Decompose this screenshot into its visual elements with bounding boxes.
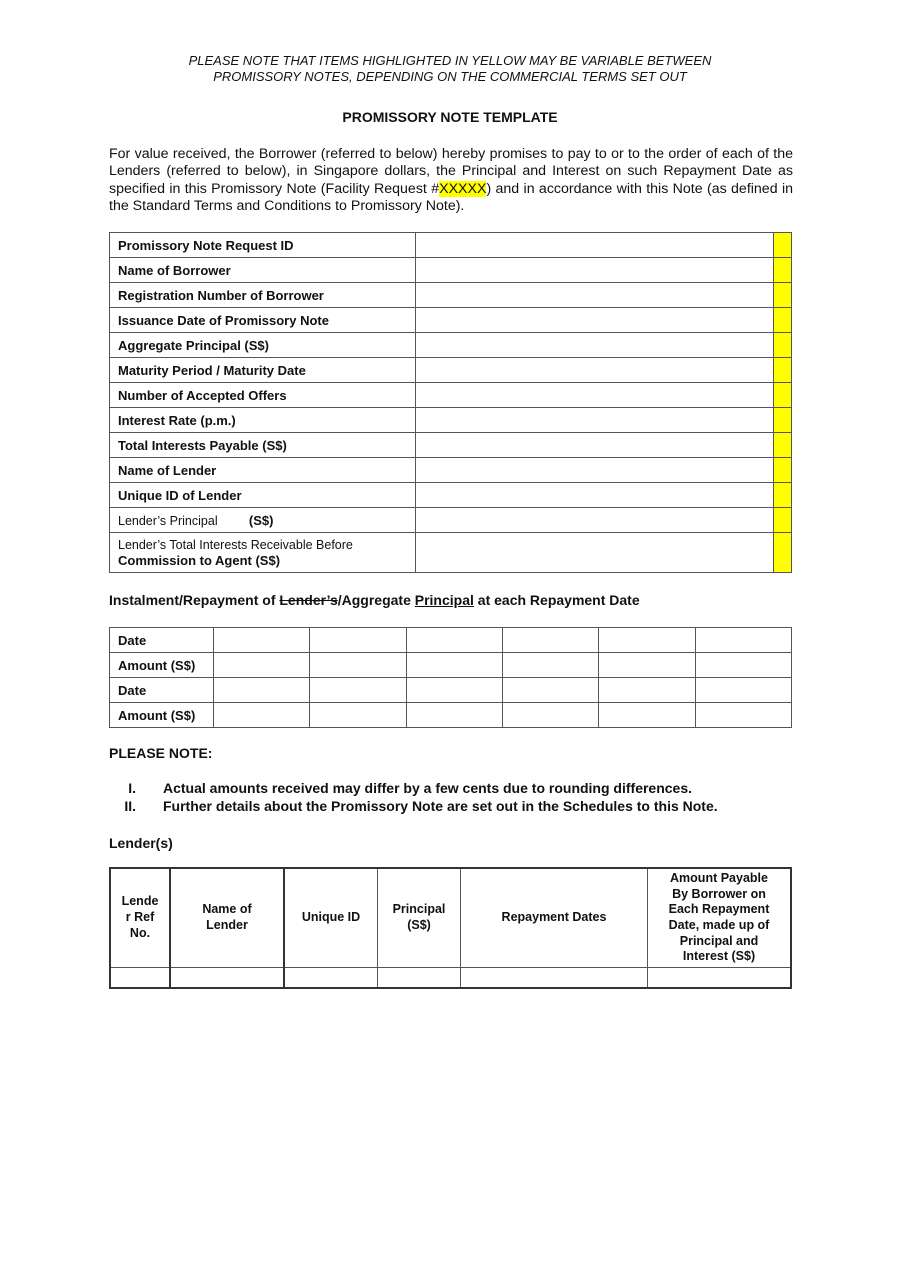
details-label: Promissory Note Request ID xyxy=(110,233,416,258)
lenders-empty-row xyxy=(110,968,791,989)
instalment-cell[interactable] xyxy=(695,628,791,653)
instalment-cell[interactable] xyxy=(502,703,598,728)
lender-interest-line-2: Commission to Agent (S$) xyxy=(118,552,281,568)
variable-highlight-cell xyxy=(774,283,792,308)
instalment-cell[interactable] xyxy=(695,653,791,678)
header-text: Interest (S$) xyxy=(682,949,756,964)
details-label: Name of Borrower xyxy=(110,258,416,283)
instalment-cell[interactable] xyxy=(599,678,695,703)
instalment-cell[interactable] xyxy=(599,628,695,653)
intro-text-after: ) and in accordance with this Note (as defined in the Standard Terms and Conditions to Promissory Note). xyxy=(109,180,793,214)
variable-highlight-cell xyxy=(774,433,792,458)
details-row-lender-principal xyxy=(110,508,792,533)
details-row xyxy=(110,458,792,483)
list-item-number: I. xyxy=(128,780,136,796)
header-text: Unique ID xyxy=(301,910,361,925)
instalment-cell[interactable] xyxy=(406,628,502,653)
instalment-heading-part-2: /Aggregate xyxy=(337,592,415,608)
variable-items-note xyxy=(0,53,900,85)
variable-highlight-cell xyxy=(774,258,792,283)
list-item-text: Further details about the Promissory Note are set out in the Schedules to this Note. xyxy=(163,798,718,814)
instalment-cell[interactable] xyxy=(695,678,791,703)
note-line-2: PROMISSORY NOTES, DEPENDING ON THE COMMERCIAL TERMS SET OUT xyxy=(213,69,687,84)
variable-highlight-cell xyxy=(774,458,792,483)
lender-principal-unit: (S$) xyxy=(248,512,274,528)
details-value-cell[interactable] xyxy=(416,258,774,283)
lenders-cell[interactable] xyxy=(378,968,461,989)
list-item xyxy=(0,798,900,816)
lenders-header-row xyxy=(110,868,791,968)
instalment-heading-part-3: at each Repayment Date xyxy=(473,592,640,608)
instalment-cell[interactable] xyxy=(214,653,310,678)
lender-interest-line-1: Lender’s Total Interests Receivable Before xyxy=(118,537,353,552)
variable-highlight-cell xyxy=(774,483,792,508)
intro-text-before: For value received, the Borrower (referred to below) hereby promises to pay to or to the order of each of the Lenders (referred to below), in Singapore dollars, the Principal and Interest on such Repayment Date as specified in this Promissory Note (Facility Request # xyxy=(109,146,793,197)
details-row xyxy=(110,233,792,258)
instalment-cell[interactable] xyxy=(310,678,406,703)
header-unique-id xyxy=(284,868,378,968)
details-row xyxy=(110,358,792,383)
variable-highlight-cell xyxy=(774,358,792,383)
details-value-cell[interactable] xyxy=(416,433,774,458)
details-value-cell[interactable] xyxy=(416,458,774,483)
variable-highlight-cell xyxy=(774,383,792,408)
header-principal xyxy=(378,868,461,968)
details-value-cell[interactable] xyxy=(416,383,774,408)
header-text: Principal xyxy=(392,902,446,917)
header-text: Name of xyxy=(202,902,252,917)
variable-highlight-cell xyxy=(774,333,792,358)
lenders-table xyxy=(109,867,792,989)
details-value-cell[interactable] xyxy=(416,308,774,333)
lenders-cell[interactable] xyxy=(284,968,378,989)
instalment-cell[interactable] xyxy=(502,628,598,653)
header-text: By Borrower on xyxy=(672,886,766,901)
details-label: Interest Rate (p.m.) xyxy=(110,408,416,433)
lenders-cell[interactable] xyxy=(110,968,170,989)
instalment-cell[interactable] xyxy=(214,628,310,653)
list-item xyxy=(0,780,900,798)
instalment-cell[interactable] xyxy=(502,653,598,678)
lender-principal-label: Lender’s Principal xyxy=(118,513,218,528)
instalment-cell[interactable] xyxy=(310,653,406,678)
instalment-cell[interactable] xyxy=(502,678,598,703)
details-label: Number of Accepted Offers xyxy=(110,383,416,408)
header-text: Repayment Dates xyxy=(501,910,607,925)
details-row xyxy=(110,383,792,408)
instalment-table xyxy=(109,627,792,728)
instalment-row xyxy=(110,653,792,678)
details-value-cell[interactable] xyxy=(416,358,774,383)
details-value-cell[interactable] xyxy=(416,483,774,508)
instalment-cell[interactable] xyxy=(599,653,695,678)
details-value-cell[interactable] xyxy=(416,233,774,258)
details-value-cell[interactable] xyxy=(416,333,774,358)
variable-highlight-cell xyxy=(774,308,792,333)
instalment-heading xyxy=(109,592,640,608)
header-text: Principal and xyxy=(679,933,759,948)
header-text: Lender xyxy=(206,918,248,932)
details-row xyxy=(110,483,792,508)
header-amount-payable xyxy=(648,868,792,968)
header-repayment-dates xyxy=(461,868,648,968)
instalment-cell[interactable] xyxy=(406,653,502,678)
header-lender-name xyxy=(170,868,284,968)
header-text: Each Repayment xyxy=(668,902,770,917)
details-row xyxy=(110,283,792,308)
instalment-cell[interactable] xyxy=(695,703,791,728)
lenders-cell[interactable] xyxy=(170,968,284,989)
details-label: Unique ID of Lender xyxy=(110,483,416,508)
note-line-1: PLEASE NOTE THAT ITEMS HIGHLIGHTED IN YELLOW MAY BE VARIABLE BETWEEN xyxy=(188,53,712,68)
instalment-row xyxy=(110,628,792,653)
please-note-heading: PLEASE NOTE: xyxy=(109,745,213,761)
header-text: Date, made up of xyxy=(668,918,770,932)
lenders-cell[interactable] xyxy=(648,968,792,989)
header-text: Lende xyxy=(121,894,159,909)
instalment-label: Amount (S$) xyxy=(110,703,214,728)
instalment-label: Amount (S$) xyxy=(110,653,214,678)
lenders-heading: Lender(s) xyxy=(109,835,173,851)
facility-request-highlight: XXXXX xyxy=(439,180,487,197)
instalment-cell[interactable] xyxy=(214,703,310,728)
variable-highlight-cell xyxy=(774,533,792,573)
details-row xyxy=(110,308,792,333)
list-item-text: Actual amounts received may differ by a few cents due to rounding differences. xyxy=(163,780,693,796)
instalment-cell[interactable] xyxy=(406,678,502,703)
details-row xyxy=(110,258,792,283)
note-details-table xyxy=(109,232,792,573)
details-label: Name of Lender xyxy=(110,458,416,483)
instalment-cell[interactable] xyxy=(310,703,406,728)
list-item-number: II. xyxy=(124,798,136,814)
details-value-cell[interactable] xyxy=(416,283,774,308)
details-row-lender-interest xyxy=(110,533,792,573)
details-label-lender-principal xyxy=(110,508,416,533)
details-value-cell[interactable] xyxy=(416,533,774,573)
details-label: Aggregate Principal (S$) xyxy=(110,333,416,358)
instalment-heading-underlined: Principal xyxy=(414,592,474,608)
variable-highlight-cell xyxy=(774,408,792,433)
details-label-lender-interest xyxy=(110,533,416,573)
details-row xyxy=(110,408,792,433)
details-value-cell[interactable] xyxy=(416,408,774,433)
header-text: Amount Payable xyxy=(670,870,768,885)
instalment-row xyxy=(110,678,792,703)
please-note-list xyxy=(0,780,900,816)
intro-paragraph xyxy=(109,146,793,215)
details-label: Issuance Date of Promissory Note xyxy=(110,308,416,333)
instalment-label: Date xyxy=(110,628,214,653)
variable-highlight-cell xyxy=(774,233,792,258)
header-lender-ref xyxy=(110,868,170,968)
instalment-cell[interactable] xyxy=(599,703,695,728)
header-text: No. xyxy=(129,925,151,940)
document-title: PROMISSORY NOTE TEMPLATE xyxy=(342,109,558,125)
details-row xyxy=(110,333,792,358)
header-text: (S$) xyxy=(407,918,431,932)
instalment-cell[interactable] xyxy=(214,678,310,703)
instalment-cell[interactable] xyxy=(406,703,502,728)
header-text: r Ref xyxy=(125,910,155,925)
details-label: Registration Number of Borrower xyxy=(110,283,416,308)
instalment-label: Date xyxy=(110,678,214,703)
instalment-row xyxy=(110,703,792,728)
details-row xyxy=(110,433,792,458)
instalment-cell[interactable] xyxy=(310,628,406,653)
details-label: Total Interests Payable (S$) xyxy=(110,433,416,458)
variable-highlight-cell xyxy=(774,508,792,533)
details-value-cell[interactable] xyxy=(416,508,774,533)
instalment-heading-struck: Lender’s xyxy=(279,592,338,608)
instalment-heading-part-1: Instalment/Repayment of xyxy=(109,592,280,608)
lenders-cell[interactable] xyxy=(461,968,648,989)
details-label: Maturity Period / Maturity Date xyxy=(110,358,416,383)
